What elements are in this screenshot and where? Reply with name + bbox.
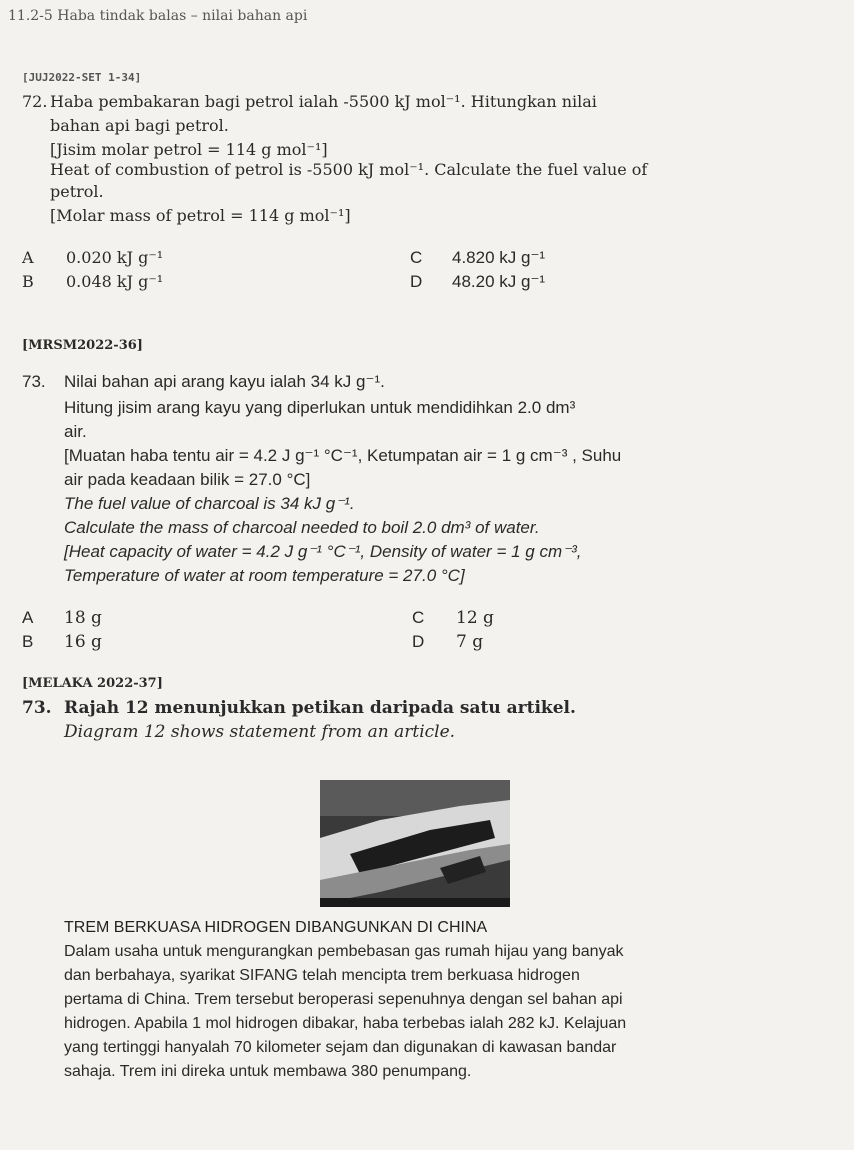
q73a-option-a-letter: A <box>22 608 34 627</box>
q73a-option-d-letter: D <box>412 632 425 651</box>
q73a-number: 73. <box>22 372 46 391</box>
q73b-source: [MELAKA 2022-37] <box>22 676 163 691</box>
q72-bm-line3: [Jisim molar petrol = 114 g mol⁻¹] <box>50 140 328 159</box>
q73a-option-b-letter: B <box>22 632 34 651</box>
article-line-2: dan berbahaya, syarikat SIFANG telah mencipta trem berkuasa hidrogen <box>64 967 580 984</box>
article-line-3: pertama di China. Trem tersebut beroperasi sepenuhnya dengan sel bahan api <box>64 991 623 1008</box>
q73a-bm-line1: Nilai bahan api arang kayu ialah 34 kJ g⁻¹. <box>64 372 385 391</box>
q72-option-b-letter: B <box>22 272 34 291</box>
q73b-bm-line1: Rajah 12 menunjukkan petikan daripada satu artikel. <box>64 698 576 718</box>
q73a-bm-line2: Hitung jisim arang kayu yang diperlukan untuk mendidihkan 2.0 dm³ <box>64 398 576 417</box>
q72-option-b-text: 0.048 kJ g⁻¹ <box>66 272 164 291</box>
q73a-option-d-text: 7 g <box>456 632 484 652</box>
q73a-option-b-text: 16 g <box>64 632 102 652</box>
article-title: TREM BERKUASA HIDROGEN DIBANGUNKAN DI CHINA <box>64 919 488 936</box>
article-line-6: sahaja. Trem ini direka untuk membawa 380 penumpang. <box>64 1063 472 1080</box>
q73a-option-c-letter: C <box>412 608 425 627</box>
q72-number: 72. <box>22 92 48 111</box>
q72-en-line1: Heat of combustion of petrol is -5500 kJ mol⁻¹. Calculate the fuel value of <box>50 160 648 179</box>
q72-option-d-text: 48.20 kJ g⁻¹ <box>452 272 546 291</box>
q73a-option-c-text: 12 g <box>456 608 494 628</box>
q73a-bm-line5: air pada keadaan bilik = 27.0 °C] <box>64 470 311 489</box>
q72-option-c-letter: C <box>410 248 423 267</box>
q73a-bm-line3: air. <box>64 422 87 441</box>
q72-option-a-letter: A <box>22 248 34 267</box>
article-line-5: yang tertinggi hanyalah 70 kilometer sejam dan digunakan di kawasan bandar <box>64 1039 617 1056</box>
q73b-en-line1: Diagram 12 shows statement from an article. <box>64 722 456 742</box>
q72-option-a-text: 0.020 kJ g⁻¹ <box>66 248 164 267</box>
q73a-bm-line4: [Muatan haba tentu air = 4.2 J g⁻¹ °C⁻¹, Ketumpatan air = 1 g cm⁻³ , Suhu <box>64 446 622 465</box>
q73a-option-a-text: 18 g <box>64 608 102 628</box>
q72-en-line2: petrol. <box>50 182 104 201</box>
q72-bm-line1: Haba pembakaran bagi petrol ialah -5500 kJ mol⁻¹. Hitungkan nilai <box>50 92 597 111</box>
article-line-1: Dalam usaha untuk mengurangkan pembebasan gas rumah hijau yang banyak <box>64 943 624 960</box>
q73a-en-line3: [Heat capacity of water = 4.2 J g⁻¹ °C⁻¹, Density of water = 1 g cm⁻³, <box>64 542 582 561</box>
q72-source: [JUJ2022-SET 1-34] <box>22 71 142 84</box>
q72-en-line3: [Molar mass of petrol = 114 g mol⁻¹] <box>50 206 351 225</box>
q73b-number: 73. <box>22 698 52 718</box>
q73a-en-line4: Temperature of water at room temperature = 27.0 °C] <box>64 566 465 585</box>
q73a-en-line2: Calculate the mass of charcoal needed to boil 2.0 dm³ of water. <box>64 518 540 537</box>
q72-option-c-text: 4.820 kJ g⁻¹ <box>452 248 546 267</box>
article-line-4: hidrogen. Apabila 1 mol hidrogen dibakar, haba terbebas ialah 282 kJ. Kelajuan <box>64 1015 627 1032</box>
section-header: 11.2-5 Haba tindak balas – nilai bahan api <box>8 8 308 24</box>
q73a-en-line1: The fuel value of charcoal is 34 kJ g⁻¹. <box>64 494 355 513</box>
tram-photo <box>320 780 510 907</box>
q73a-source: [MRSM2022-36] <box>22 338 143 353</box>
q72-option-d-letter: D <box>410 272 423 291</box>
q72-bm-line2: bahan api bagi petrol. <box>50 116 229 135</box>
